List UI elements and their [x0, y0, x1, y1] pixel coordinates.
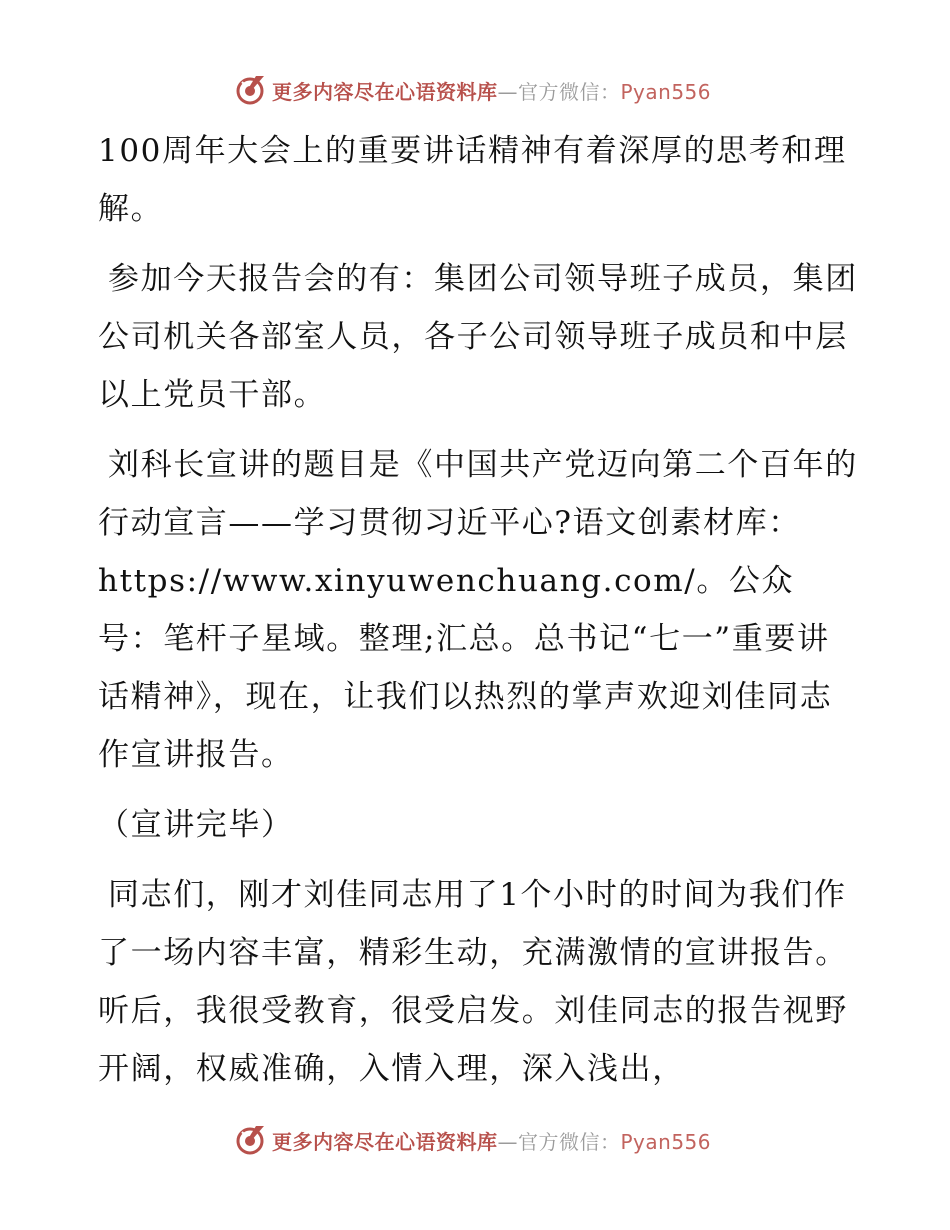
- paragraph: 刘科长宣讲的题目是《中国共产党迈向第二个百年的行动宣言——学习贯彻习近平心?语文创素材库：https://www.xinyuwenchuang.com/。公众号：笔杆子星域。整理;汇总。总书记“七一”重要讲话精神》，现在，让我们以热烈的掌声欢迎刘佳同志作宣讲报告。: [98, 447, 858, 773]
- watermark-handle-text: Pyan556: [620, 1129, 712, 1154]
- paragraph: （宣讲完毕）: [98, 807, 294, 843]
- watermark-dash-text: —官方微信：: [497, 79, 621, 104]
- quill-pen-logo-icon: [234, 74, 266, 106]
- quill-pen-logo-icon: [234, 1124, 266, 1156]
- watermark-dash-text: —官方微信：: [497, 1129, 621, 1154]
- watermark-main-text: 更多内容尽在心语资料库: [272, 1129, 498, 1154]
- watermark-main-text: 更多内容尽在心语资料库: [272, 79, 498, 104]
- footer-watermark: [234, 1122, 714, 1158]
- paragraph: 同志们，刚才刘佳同志用了1个小时的时间为我们作了一场内容丰富，精彩生动，充满激情的宣讲报告。听后，我很受教育，很受启发。刘佳同志的报告视野开阔，权威准确，入情入理，深入浅出，: [98, 877, 848, 1087]
- watermark-handle-text: Pyan556: [620, 79, 712, 104]
- paragraph: 100周年大会上的重要讲话精神有着深厚的思考和理解。: [98, 133, 847, 227]
- document-body: [98, 122, 858, 1098]
- header-watermark: [234, 72, 714, 108]
- paragraph: 参加今天报告会的有：集团公司领导班子成员，集团公司机关各部室人员，各子公司领导班子成员和中层以上党员干部。: [98, 261, 858, 413]
